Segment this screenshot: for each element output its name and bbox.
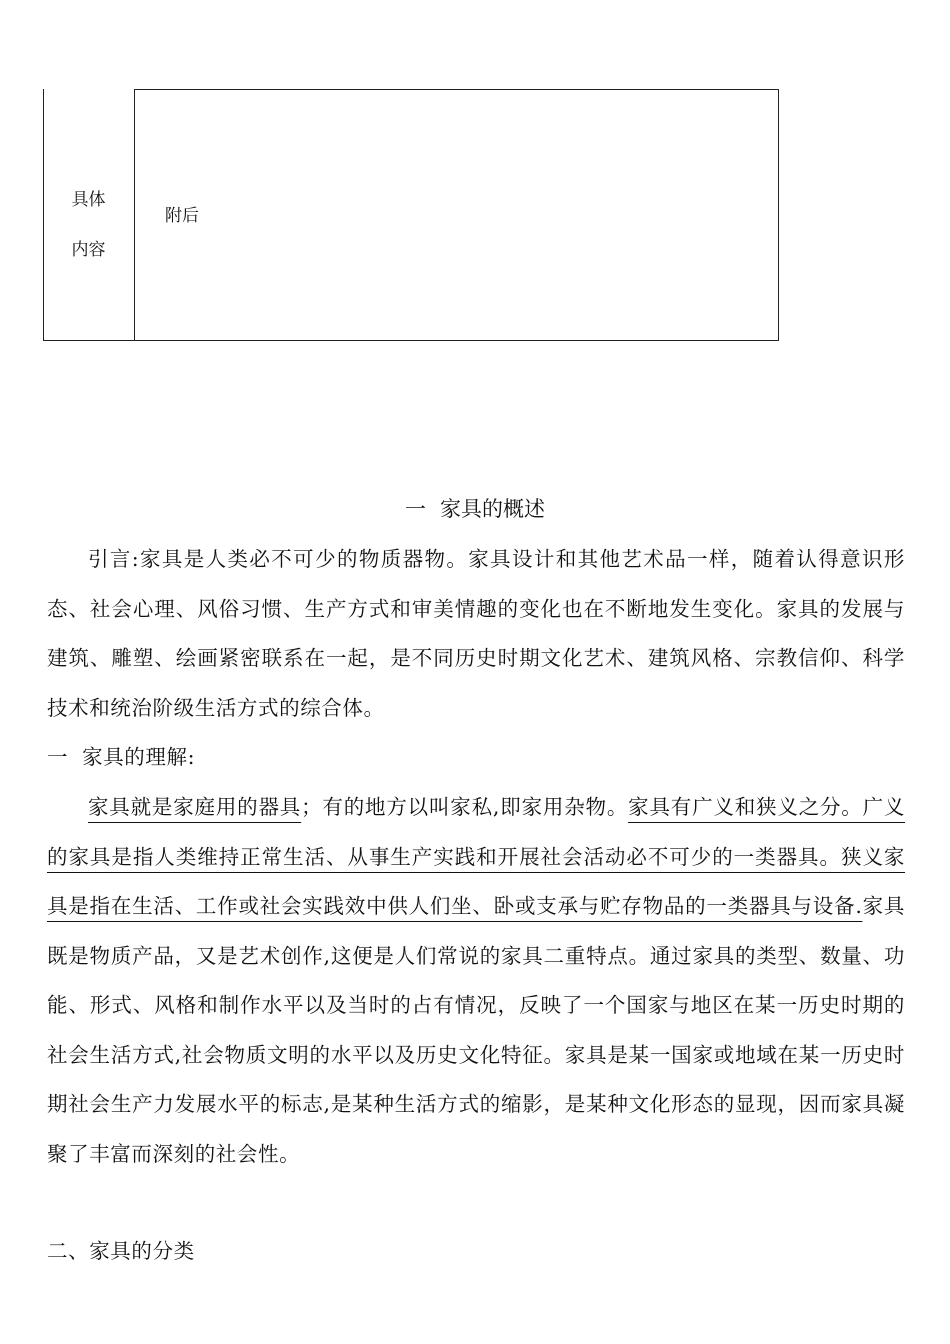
- heading-understanding-number: 一: [47, 745, 69, 769]
- row-label-line2: 内容: [71, 240, 106, 260]
- heading-understanding-text: 家具的理解:: [82, 745, 196, 769]
- heading-classification: 二、家具的分类: [47, 1239, 195, 1263]
- section-title-text: 家具的概述: [440, 497, 545, 521]
- underlined-definition-1: 家具就是家庭用的器具: [88, 795, 302, 819]
- row-label-line1: 具体: [71, 190, 106, 210]
- intro-paragraph: 引言:家具是人类必不可少的物质器物。家具设计和其他艺术品一样，随着认得意识形态、社会心理、风俗习惯、生产方式和审美情趣的变化也在不断地发生变化。家具的发展与建筑、雕塑、绘画紧密联系在一起，是不同历史时期文化艺术、建筑风格、宗教信仰、科学技术和统治阶级生活方式的综合体。: [47, 547, 905, 720]
- row-value: 附后: [165, 206, 199, 226]
- row-label: [43, 175, 134, 275]
- section-title: [0, 492, 950, 526]
- definition-text-2: ；有的地方以叫家私,即家用杂物。: [301, 795, 629, 819]
- underlined-definition-2: 家具有广义和狭义之分。广义的家具是指人类维持正常生活、从事生产实践和开展社会活动必不可少的一类器具。狭义家具是指在生活、工作或社会实践效中供人们坐、卧或支承与贮存物品的一类器具与设备.: [47, 795, 905, 918]
- form-table-fragment: [43, 89, 779, 341]
- definition-paragraph: [47, 783, 905, 1179]
- definition-text-4: 家具既是物质产品，又是艺术创作,这便是人们常说的家具二重特点。通过家具的类型、数量、功能、形式、风格和制作水平以及当时的占有情况，反映了一个国家与地区在某一历史时期的社会生活方式,社会物质文明的水平以及历史文化特征。家具是某一国家或地域在某一历史时期社会生产力发展水平的标志,是某种生活方式的缩影，是某种文化形态的显现，因而家具凝聚了丰富而深刻的社会性。: [47, 894, 905, 1166]
- heading-understanding: [47, 733, 195, 783]
- section-title-number: 一: [405, 497, 426, 521]
- content-cell: [134, 89, 779, 341]
